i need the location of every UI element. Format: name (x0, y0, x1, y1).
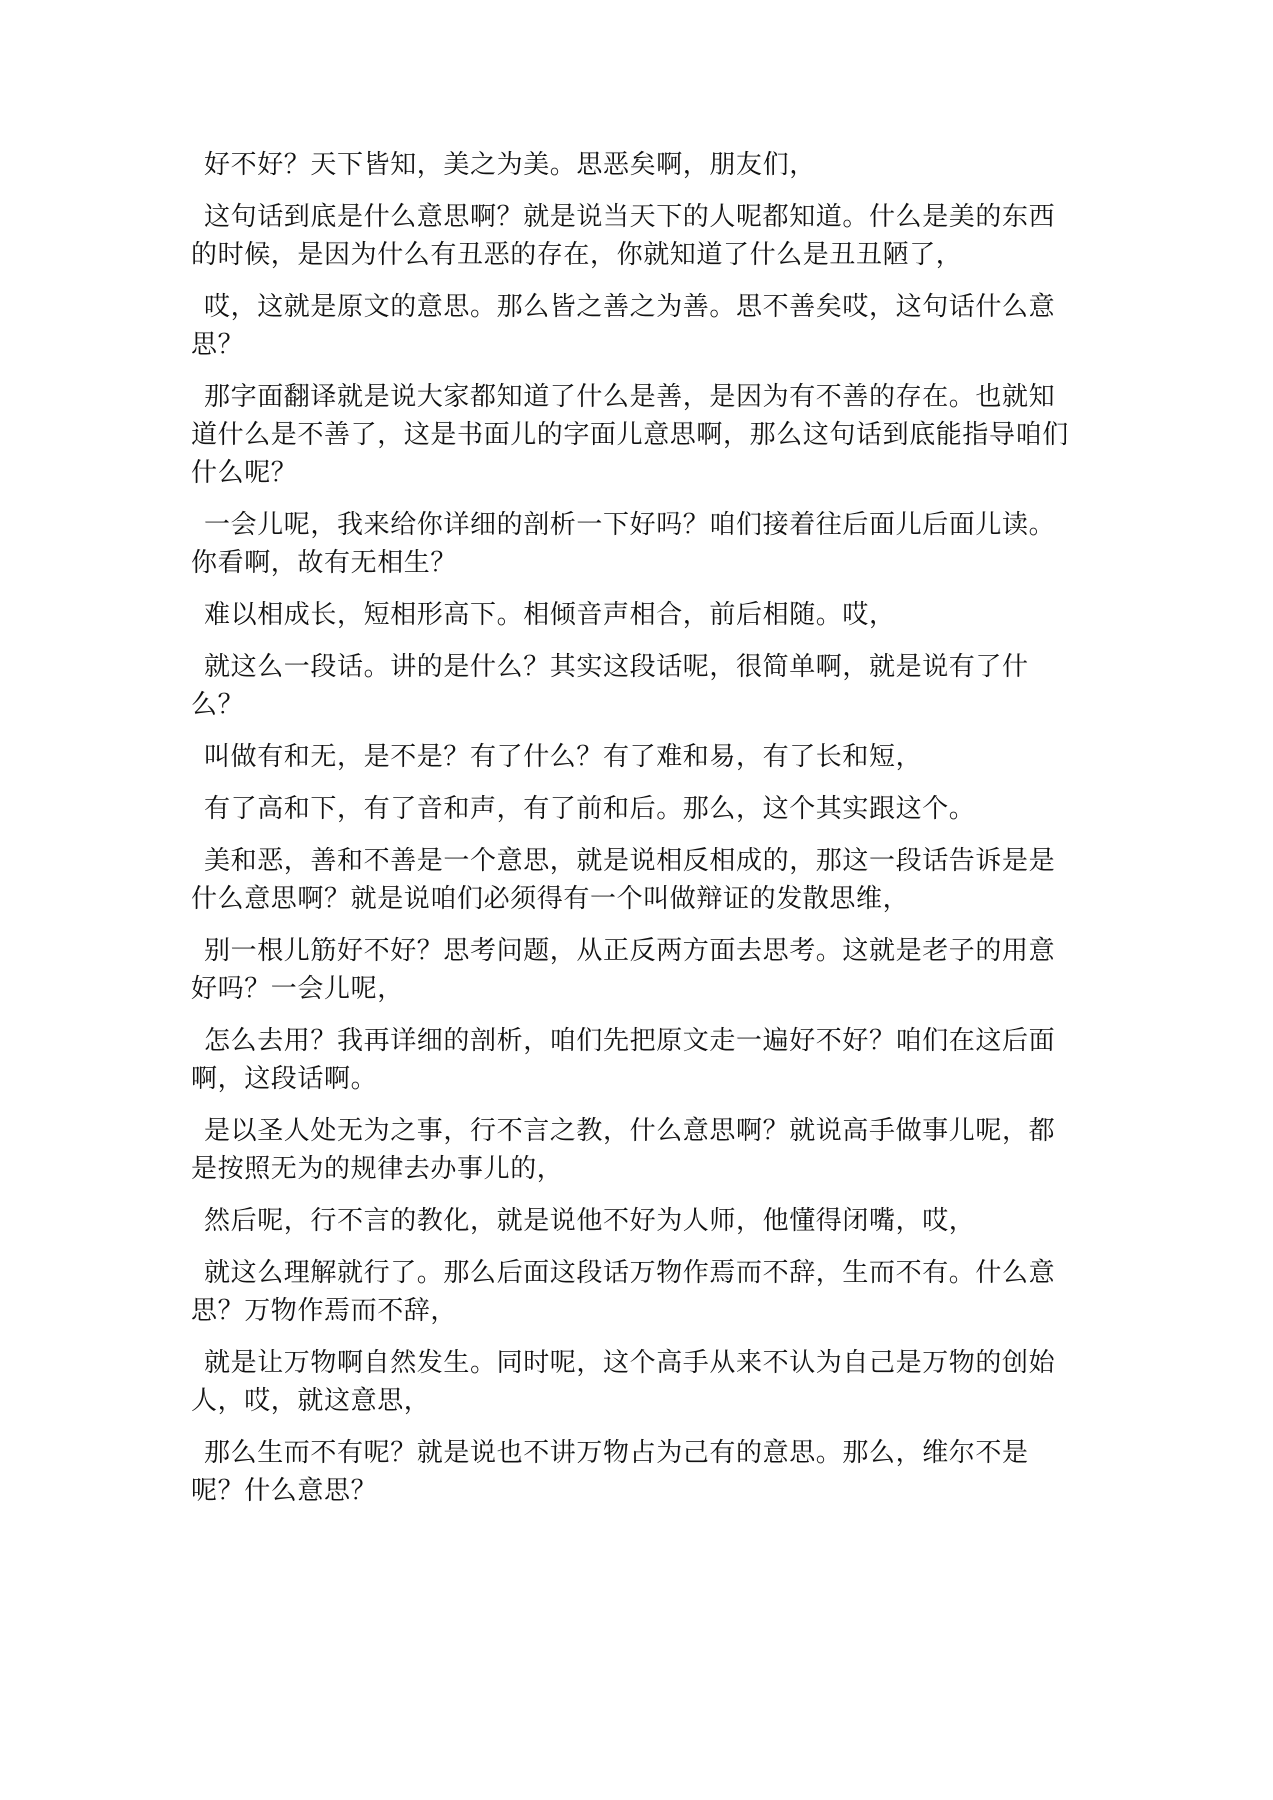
paragraph: 那字面翻译就是说大家都知道了什么是善，是因为有不善的存在。也就知道什么是不善了，这是书面儿的字面儿意思啊，那么这句话到底能指导咱们什么呢？ (191, 382, 1069, 488)
paragraph: 难以相成长，短相形高下。相倾音声相合，前后相随。哎， (204, 600, 896, 630)
paragraph: 就这么一段话。讲的是什么？其实这段话呢，很简单啊，就是说有了什么？ (191, 652, 1029, 720)
paragraph: 好不好？天下皆知，美之为美。思恶矣啊，朋友们， (204, 150, 816, 180)
paragraph: 叫做有和无，是不是？有了什么？有了难和易，有了长和短， (204, 742, 923, 772)
paragraph: 是以圣人处无为之事，行不言之教，什么意思啊？就说高手做事儿呢，都是按照无为的规律去办事儿的， (191, 1116, 1056, 1184)
paragraph: 这句话到底是什么意思啊？就是说当天下的人呢都知道。什么是美的东西的时候，是因为什么有丑恶的存在，你就知道了什么是丑丑陋了， (191, 202, 1056, 270)
paragraph: 怎么去用？我再详细的剖析，咱们先把原文走一遍好不好？咱们在这后面啊，这段话啊。 (191, 1026, 1056, 1094)
paragraph: 就这么理解就行了。那么后面这段话万物作焉而不辞，生而不有。什么意思？万物作焉而不辞， (191, 1258, 1056, 1326)
paragraph: 一会儿呢，我来给你详细的剖析一下好吗？咱们接着往后面儿后面儿读。你看啊，故有无相生？ (191, 510, 1056, 578)
paragraph: 哎，这就是原文的意思。那么皆之善之为善。思不善矣哎，这句话什么意思？ (191, 292, 1056, 360)
paragraph: 然后呢，行不言的教化，就是说他不好为人师，他懂得闭嘴，哎， (204, 1206, 976, 1236)
paragraph: 就是让万物啊自然发生。同时呢，这个高手从来不认为自己是万物的创始人，哎，就这意思， (191, 1348, 1056, 1416)
document-body (191, 146, 1076, 1524)
paragraph: 有了高和下，有了音和声，有了前和后。那么，这个其实跟这个。 (204, 794, 976, 824)
paragraph: 那么生而不有呢？就是说也不讲万物占为己有的意思。那么，维尔不是呢？什么意思？ (191, 1438, 1029, 1506)
paragraph: 美和恶，善和不善是一个意思，就是说相反相成的，那这一段话告诉是是什么意思啊？就是说咱们必须得有一个叫做辩证的发散思维， (191, 846, 1056, 914)
paragraph: 别一根儿筋好不好？思考问题，从正反两方面去思考。这就是老子的用意好吗？一会儿呢， (191, 936, 1056, 1004)
